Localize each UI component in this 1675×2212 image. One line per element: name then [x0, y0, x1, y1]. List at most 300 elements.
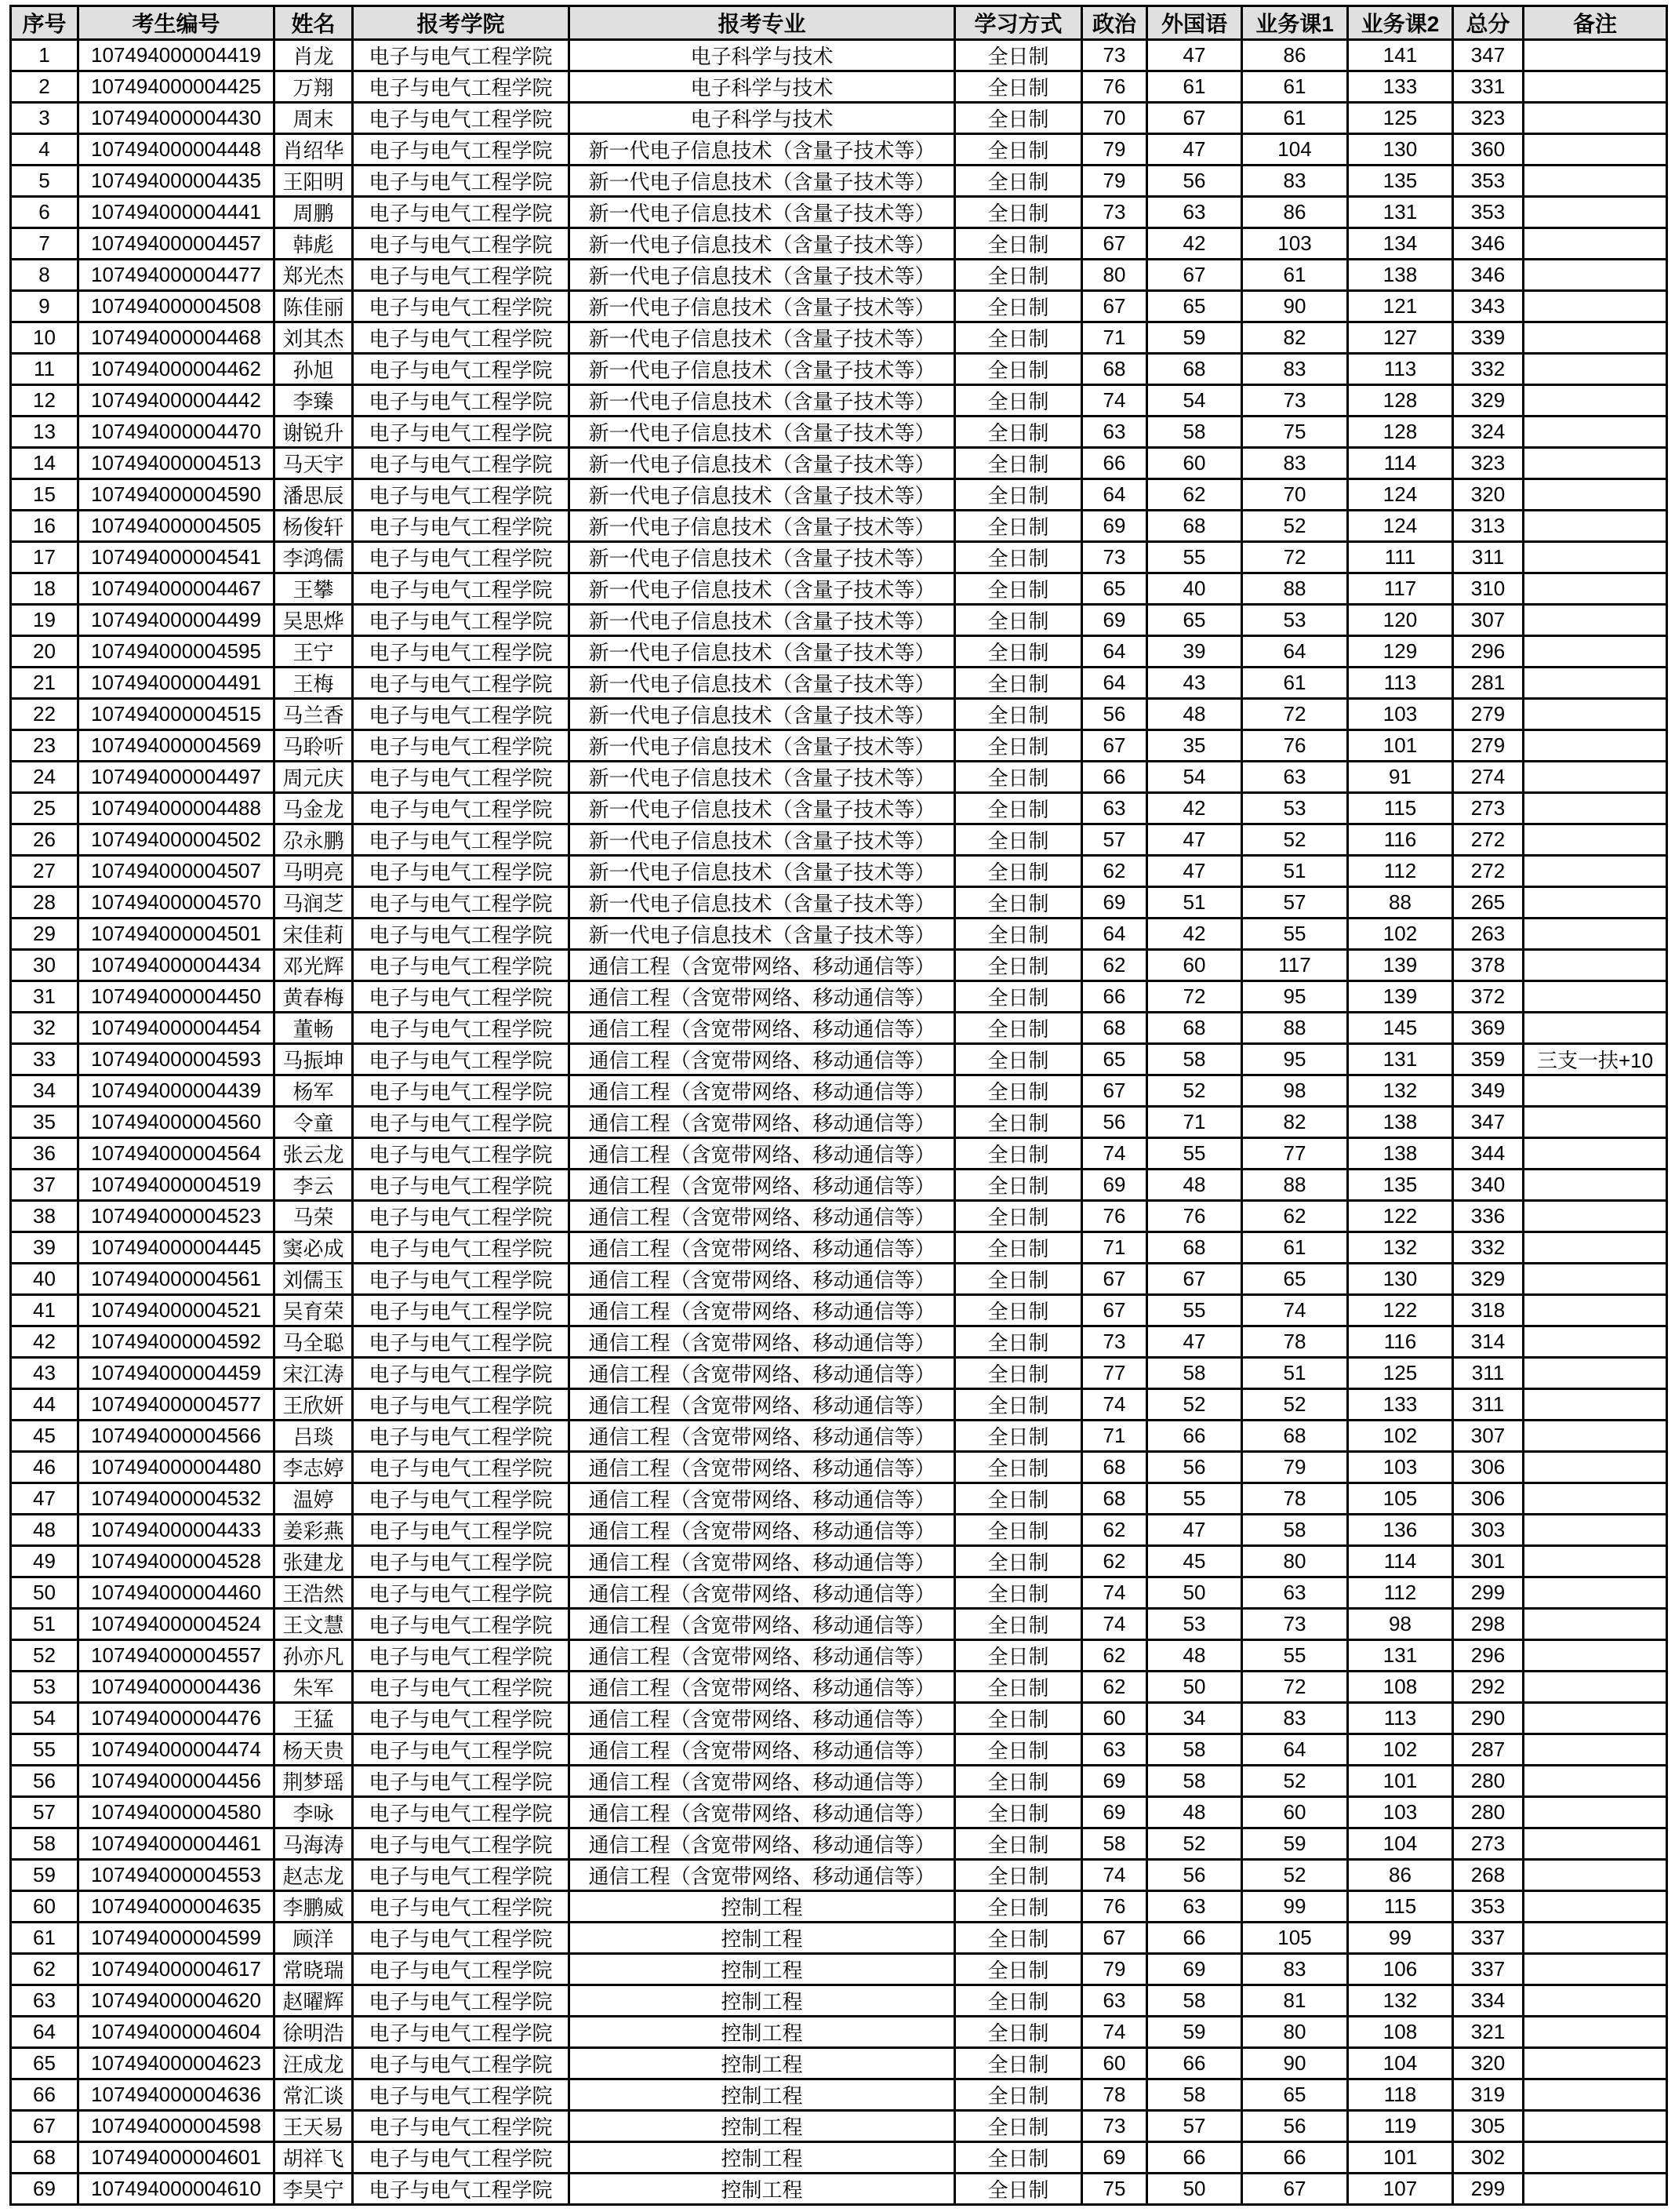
cell-study-mode: 全日制	[955, 1295, 1082, 1326]
cell-study-mode: 全日制	[955, 605, 1082, 636]
cell-college: 电子与电气工程学院	[353, 1703, 569, 1734]
cell-total-score: 279	[1453, 699, 1524, 730]
cell-course1-score: 57	[1242, 887, 1348, 919]
table-row	[11, 2048, 1667, 2079]
cell-course1-score: 52	[1242, 511, 1348, 542]
cell-candidate-id: 107494000004476	[78, 1703, 274, 1734]
cell-index: 58	[11, 1828, 78, 1860]
cell-candidate-id: 107494000004561	[78, 1264, 274, 1295]
table-row	[11, 103, 1667, 134]
cell-major: 新一代电子信息技术（含量子技术等）	[569, 417, 955, 448]
cell-name: 刘其杰	[274, 322, 353, 354]
cell-politics-score: 73	[1082, 40, 1147, 71]
cell-college: 电子与电气工程学院	[353, 1891, 569, 1923]
cell-college: 电子与电气工程学院	[353, 1577, 569, 1609]
cell-politics-score: 79	[1082, 1954, 1147, 1985]
cell-course2-score: 125	[1348, 103, 1453, 134]
cell-college: 电子与电气工程学院	[353, 1232, 569, 1264]
cell-major: 控制工程	[569, 2048, 955, 2079]
cell-course1-score: 75	[1242, 417, 1348, 448]
admission-score-table	[9, 5, 1668, 2206]
cell-course1-score: 86	[1242, 197, 1348, 228]
cell-course1-score: 95	[1242, 1044, 1348, 1075]
cell-study-mode: 全日制	[955, 228, 1082, 260]
cell-major: 通信工程（含宽带网络、移动通信等）	[569, 1201, 955, 1232]
cell-major: 新一代电子信息技术（含量子技术等）	[569, 856, 955, 887]
cell-politics-score: 67	[1082, 730, 1147, 762]
cell-course1-score: 53	[1242, 605, 1348, 636]
col-college: 报考学院	[353, 6, 569, 40]
cell-candidate-id: 107494000004445	[78, 1232, 274, 1264]
cell-index: 52	[11, 1640, 78, 1672]
table-row	[11, 1389, 1667, 1421]
cell-foreign-language-score: 54	[1147, 762, 1242, 793]
cell-study-mode: 全日制	[955, 1452, 1082, 1483]
cell-course1-score: 61	[1242, 103, 1348, 134]
cell-index: 26	[11, 824, 78, 856]
cell-remark	[1524, 166, 1667, 197]
cell-name: 姜彩燕	[274, 1515, 353, 1546]
cell-total-score: 347	[1453, 40, 1524, 71]
cell-candidate-id: 107494000004507	[78, 856, 274, 887]
cell-candidate-id: 107494000004470	[78, 417, 274, 448]
cell-index: 7	[11, 228, 78, 260]
cell-name: 宋佳莉	[274, 919, 353, 950]
table-row	[11, 856, 1667, 887]
cell-name: 邓光辉	[274, 950, 353, 981]
cell-course1-score: 64	[1242, 1734, 1348, 1766]
cell-index: 47	[11, 1483, 78, 1515]
cell-foreign-language-score: 42	[1147, 793, 1242, 824]
cell-remark	[1524, 1766, 1667, 1797]
cell-total-score: 360	[1453, 134, 1524, 166]
cell-politics-score: 73	[1082, 197, 1147, 228]
cell-name: 陈佳丽	[274, 291, 353, 322]
cell-candidate-id: 107494000004636	[78, 2079, 274, 2111]
cell-college: 电子与电气工程学院	[353, 605, 569, 636]
cell-course2-score: 135	[1348, 1170, 1453, 1201]
col-total-score: 总分	[1453, 6, 1524, 40]
cell-college: 电子与电气工程学院	[353, 1358, 569, 1389]
table-row	[11, 981, 1667, 1013]
cell-candidate-id: 107494000004513	[78, 448, 274, 479]
cell-study-mode: 全日制	[955, 2174, 1082, 2205]
cell-name: 温婷	[274, 1483, 353, 1515]
cell-total-score: 303	[1453, 1515, 1524, 1546]
cell-name: 万翔	[274, 71, 353, 103]
cell-college: 电子与电气工程学院	[353, 636, 569, 668]
cell-college: 电子与电气工程学院	[353, 40, 569, 71]
cell-major: 电子科学与技术	[569, 71, 955, 103]
cell-foreign-language-score: 67	[1147, 1264, 1242, 1295]
cell-course1-score: 63	[1242, 762, 1348, 793]
cell-study-mode: 全日制	[955, 1954, 1082, 1985]
cell-total-score: 306	[1453, 1452, 1524, 1483]
table-row	[11, 71, 1667, 103]
cell-politics-score: 74	[1082, 2017, 1147, 2048]
cell-index: 45	[11, 1421, 78, 1452]
cell-foreign-language-score: 42	[1147, 919, 1242, 950]
cell-remark	[1524, 385, 1667, 417]
cell-course2-score: 104	[1348, 1828, 1453, 1860]
cell-candidate-id: 107494000004599	[78, 1923, 274, 1954]
cell-college: 电子与电气工程学院	[353, 1546, 569, 1577]
table-row	[11, 1515, 1667, 1546]
cell-course2-score: 132	[1348, 1232, 1453, 1264]
table-row	[11, 1672, 1667, 1703]
cell-college: 电子与电气工程学院	[353, 448, 569, 479]
cell-course2-score: 113	[1348, 354, 1453, 385]
cell-total-score: 346	[1453, 260, 1524, 291]
cell-total-score: 319	[1453, 2079, 1524, 2111]
cell-foreign-language-score: 53	[1147, 1609, 1242, 1640]
cell-total-score: 287	[1453, 1734, 1524, 1766]
cell-course2-score: 134	[1348, 228, 1453, 260]
cell-candidate-id: 107494000004436	[78, 1672, 274, 1703]
cell-index: 31	[11, 981, 78, 1013]
cell-index: 30	[11, 950, 78, 981]
cell-course2-score: 99	[1348, 1923, 1453, 1954]
cell-total-score: 332	[1453, 354, 1524, 385]
cell-name: 黄春梅	[274, 981, 353, 1013]
cell-course1-score: 52	[1242, 1860, 1348, 1891]
cell-candidate-id: 107494000004501	[78, 919, 274, 950]
cell-course1-score: 52	[1242, 1766, 1348, 1797]
cell-name: 王梅	[274, 668, 353, 699]
cell-foreign-language-score: 34	[1147, 1703, 1242, 1734]
cell-politics-score: 67	[1082, 228, 1147, 260]
cell-name: 马天宇	[274, 448, 353, 479]
cell-study-mode: 全日制	[955, 1075, 1082, 1107]
cell-major: 控制工程	[569, 1985, 955, 2017]
cell-foreign-language-score: 47	[1147, 824, 1242, 856]
cell-major: 新一代电子信息技术（含量子技术等）	[569, 260, 955, 291]
cell-name: 马金龙	[274, 793, 353, 824]
cell-index: 48	[11, 1515, 78, 1546]
cell-college: 电子与电气工程学院	[353, 1295, 569, 1326]
cell-course2-score: 114	[1348, 448, 1453, 479]
cell-index: 59	[11, 1860, 78, 1891]
cell-candidate-id: 107494000004532	[78, 1483, 274, 1515]
cell-college: 电子与电气工程学院	[353, 1389, 569, 1421]
cell-index: 8	[11, 260, 78, 291]
cell-name: 肖龙	[274, 40, 353, 71]
cell-study-mode: 全日制	[955, 1891, 1082, 1923]
cell-total-score: 314	[1453, 1326, 1524, 1358]
cell-remark	[1524, 542, 1667, 573]
cell-politics-score: 79	[1082, 134, 1147, 166]
cell-politics-score: 67	[1082, 291, 1147, 322]
cell-course2-score: 86	[1348, 1860, 1453, 1891]
cell-name: 李臻	[274, 385, 353, 417]
cell-study-mode: 全日制	[955, 291, 1082, 322]
cell-foreign-language-score: 48	[1147, 1170, 1242, 1201]
cell-college: 电子与电气工程学院	[353, 385, 569, 417]
cell-study-mode: 全日制	[955, 1138, 1082, 1170]
table-row	[11, 166, 1667, 197]
cell-total-score: 307	[1453, 605, 1524, 636]
cell-candidate-id: 107494000004435	[78, 166, 274, 197]
cell-foreign-language-score: 42	[1147, 228, 1242, 260]
cell-college: 电子与电气工程学院	[353, 793, 569, 824]
cell-study-mode: 全日制	[955, 856, 1082, 887]
cell-course1-score: 72	[1242, 1672, 1348, 1703]
cell-foreign-language-score: 66	[1147, 1421, 1242, 1452]
cell-course2-score: 98	[1348, 1609, 1453, 1640]
cell-study-mode: 全日制	[955, 1577, 1082, 1609]
cell-course1-score: 83	[1242, 448, 1348, 479]
cell-politics-score: 73	[1082, 2111, 1147, 2142]
cell-name: 韩彪	[274, 228, 353, 260]
cell-foreign-language-score: 61	[1147, 71, 1242, 103]
cell-index: 29	[11, 919, 78, 950]
cell-total-score: 299	[1453, 1577, 1524, 1609]
cell-course1-score: 68	[1242, 1421, 1348, 1452]
cell-college: 电子与电气工程学院	[353, 1672, 569, 1703]
cell-course2-score: 138	[1348, 1138, 1453, 1170]
cell-total-score: 336	[1453, 1201, 1524, 1232]
cell-index: 11	[11, 354, 78, 385]
cell-foreign-language-score: 68	[1147, 1013, 1242, 1044]
cell-college: 电子与电气工程学院	[353, 573, 569, 605]
cell-study-mode: 全日制	[955, 1483, 1082, 1515]
cell-foreign-language-score: 62	[1147, 479, 1242, 511]
cell-major: 新一代电子信息技术（含量子技术等）	[569, 448, 955, 479]
cell-candidate-id: 107494000004441	[78, 197, 274, 228]
cell-major: 通信工程（含宽带网络、移动通信等）	[569, 950, 955, 981]
cell-course2-score: 130	[1348, 1264, 1453, 1295]
cell-course2-score: 131	[1348, 197, 1453, 228]
cell-course2-score: 102	[1348, 1734, 1453, 1766]
cell-candidate-id: 107494000004491	[78, 668, 274, 699]
table-header	[11, 6, 1667, 40]
cell-candidate-id: 107494000004569	[78, 730, 274, 762]
cell-remark	[1524, 793, 1667, 824]
cell-name: 周鹏	[274, 197, 353, 228]
cell-remark	[1524, 919, 1667, 950]
table-row	[11, 1295, 1667, 1326]
cell-politics-score: 63	[1082, 1985, 1147, 2017]
cell-candidate-id: 107494000004456	[78, 1766, 274, 1797]
cell-college: 电子与电气工程学院	[353, 1640, 569, 1672]
table-row	[11, 542, 1667, 573]
cell-remark	[1524, 856, 1667, 887]
cell-remark	[1524, 354, 1667, 385]
cell-total-score: 323	[1453, 103, 1524, 134]
cell-politics-score: 56	[1082, 699, 1147, 730]
cell-major: 新一代电子信息技术（含量子技术等）	[569, 197, 955, 228]
cell-foreign-language-score: 47	[1147, 134, 1242, 166]
cell-name: 孙亦凡	[274, 1640, 353, 1672]
cell-study-mode: 全日制	[955, 479, 1082, 511]
cell-foreign-language-score: 39	[1147, 636, 1242, 668]
cell-course1-score: 72	[1242, 699, 1348, 730]
cell-college: 电子与电气工程学院	[353, 1860, 569, 1891]
cell-course1-score: 88	[1242, 573, 1348, 605]
cell-total-score: 346	[1453, 228, 1524, 260]
cell-candidate-id: 107494000004457	[78, 228, 274, 260]
cell-course2-score: 132	[1348, 1985, 1453, 2017]
cell-politics-score: 70	[1082, 103, 1147, 134]
table-row	[11, 2111, 1667, 2142]
cell-remark	[1524, 197, 1667, 228]
table-row	[11, 573, 1667, 605]
cell-course1-score: 83	[1242, 1703, 1348, 1734]
cell-course1-score: 98	[1242, 1075, 1348, 1107]
cell-major: 通信工程（含宽带网络、移动通信等）	[569, 1672, 955, 1703]
cell-course2-score: 128	[1348, 385, 1453, 417]
cell-study-mode: 全日制	[955, 354, 1082, 385]
cell-politics-score: 62	[1082, 856, 1147, 887]
cell-college: 电子与电气工程学院	[353, 1075, 569, 1107]
cell-college: 电子与电气工程学院	[353, 1734, 569, 1766]
cell-remark	[1524, 1985, 1667, 2017]
cell-total-score: 329	[1453, 385, 1524, 417]
cell-remark	[1524, 40, 1667, 71]
cell-college: 电子与电气工程学院	[353, 479, 569, 511]
cell-course1-score: 66	[1242, 2142, 1348, 2174]
cell-major: 新一代电子信息技术（含量子技术等）	[569, 887, 955, 919]
cell-foreign-language-score: 48	[1147, 1640, 1242, 1672]
cell-foreign-language-score: 59	[1147, 322, 1242, 354]
cell-index: 2	[11, 71, 78, 103]
cell-major: 新一代电子信息技术（含量子技术等）	[569, 322, 955, 354]
cell-study-mode: 全日制	[955, 260, 1082, 291]
cell-politics-score: 63	[1082, 417, 1147, 448]
cell-candidate-id: 107494000004528	[78, 1546, 274, 1577]
cell-candidate-id: 107494000004620	[78, 1985, 274, 2017]
cell-course2-score: 115	[1348, 793, 1453, 824]
cell-index: 9	[11, 291, 78, 322]
cell-major: 新一代电子信息技术（含量子技术等）	[569, 354, 955, 385]
cell-study-mode: 全日制	[955, 1985, 1082, 2017]
cell-candidate-id: 107494000004460	[78, 1577, 274, 1609]
cell-index: 37	[11, 1170, 78, 1201]
cell-study-mode: 全日制	[955, 2079, 1082, 2111]
cell-politics-score: 74	[1082, 385, 1147, 417]
cell-major: 新一代电子信息技术（含量子技术等）	[569, 134, 955, 166]
cell-politics-score: 62	[1082, 1515, 1147, 1546]
cell-study-mode: 全日制	[955, 1264, 1082, 1295]
cell-name: 董畅	[274, 1013, 353, 1044]
cell-college: 电子与电气工程学院	[353, 1797, 569, 1828]
cell-course1-score: 61	[1242, 71, 1348, 103]
cell-total-score: 344	[1453, 1138, 1524, 1170]
cell-course1-score: 99	[1242, 1891, 1348, 1923]
cell-major: 通信工程（含宽带网络、移动通信等）	[569, 1107, 955, 1138]
cell-course2-score: 124	[1348, 511, 1453, 542]
cell-course2-score: 103	[1348, 1797, 1453, 1828]
table-row	[11, 1860, 1667, 1891]
cell-total-score: 280	[1453, 1766, 1524, 1797]
cell-course2-score: 88	[1348, 887, 1453, 919]
cell-major: 新一代电子信息技术（含量子技术等）	[569, 699, 955, 730]
cell-course1-score: 63	[1242, 1577, 1348, 1609]
cell-study-mode: 全日制	[955, 762, 1082, 793]
table-row	[11, 1577, 1667, 1609]
cell-total-score: 324	[1453, 417, 1524, 448]
table-row	[11, 228, 1667, 260]
cell-remark	[1524, 1515, 1667, 1546]
cell-name: 李鸿儒	[274, 542, 353, 573]
cell-index: 40	[11, 1264, 78, 1295]
cell-major: 通信工程（含宽带网络、移动通信等）	[569, 1264, 955, 1295]
cell-politics-score: 63	[1082, 793, 1147, 824]
cell-course1-score: 103	[1242, 228, 1348, 260]
cell-foreign-language-score: 47	[1147, 1326, 1242, 1358]
cell-course2-score: 129	[1348, 636, 1453, 668]
cell-total-score: 280	[1453, 1797, 1524, 1828]
cell-study-mode: 全日制	[955, 887, 1082, 919]
cell-major: 通信工程（含宽带网络、移动通信等）	[569, 1295, 955, 1326]
cell-name: 窦必成	[274, 1232, 353, 1264]
cell-total-score: 378	[1453, 950, 1524, 981]
cell-name: 王攀	[274, 573, 353, 605]
table-row	[11, 1044, 1667, 1075]
cell-course2-score: 132	[1348, 1075, 1453, 1107]
cell-foreign-language-score: 45	[1147, 1546, 1242, 1577]
cell-name: 汪成龙	[274, 2048, 353, 2079]
cell-course1-score: 65	[1242, 1264, 1348, 1295]
cell-foreign-language-score: 58	[1147, 1358, 1242, 1389]
cell-remark	[1524, 1107, 1667, 1138]
cell-index: 16	[11, 511, 78, 542]
cell-politics-score: 67	[1082, 1923, 1147, 1954]
cell-index: 27	[11, 856, 78, 887]
cell-index: 51	[11, 1609, 78, 1640]
cell-candidate-id: 107494000004497	[78, 762, 274, 793]
cell-major: 通信工程（含宽带网络、移动通信等）	[569, 1515, 955, 1546]
table-body	[11, 40, 1667, 2205]
cell-remark	[1524, 636, 1667, 668]
cell-course1-score: 51	[1242, 856, 1348, 887]
cell-course2-score: 130	[1348, 134, 1453, 166]
cell-course2-score: 138	[1348, 1107, 1453, 1138]
cell-course1-score: 117	[1242, 950, 1348, 981]
cell-major: 通信工程（含宽带网络、移动通信等）	[569, 1075, 955, 1107]
cell-remark	[1524, 981, 1667, 1013]
cell-index: 69	[11, 2174, 78, 2205]
cell-college: 电子与电气工程学院	[353, 103, 569, 134]
cell-candidate-id: 107494000004566	[78, 1421, 274, 1452]
cell-major: 新一代电子信息技术（含量子技术等）	[569, 730, 955, 762]
cell-name: 李咏	[274, 1797, 353, 1828]
cell-course2-score: 122	[1348, 1295, 1453, 1326]
cell-politics-score: 67	[1082, 1264, 1147, 1295]
table-row	[11, 1985, 1667, 2017]
cell-total-score: 305	[1453, 2111, 1524, 2142]
cell-study-mode: 全日制	[955, 134, 1082, 166]
cell-course1-score: 62	[1242, 1201, 1348, 1232]
table-row	[11, 919, 1667, 950]
cell-index: 14	[11, 448, 78, 479]
cell-politics-score: 66	[1082, 448, 1147, 479]
cell-name: 令童	[274, 1107, 353, 1138]
cell-name: 王阳明	[274, 166, 353, 197]
cell-total-score: 349	[1453, 1075, 1524, 1107]
cell-course2-score: 112	[1348, 856, 1453, 887]
cell-study-mode: 全日制	[955, 103, 1082, 134]
cell-remark	[1524, 479, 1667, 511]
cell-major: 新一代电子信息技术（含量子技术等）	[569, 793, 955, 824]
cell-politics-score: 58	[1082, 1828, 1147, 1860]
cell-course2-score: 103	[1348, 699, 1453, 730]
cell-politics-score: 60	[1082, 2048, 1147, 2079]
cell-study-mode: 全日制	[955, 166, 1082, 197]
cell-course1-score: 95	[1242, 981, 1348, 1013]
cell-remark	[1524, 668, 1667, 699]
cell-remark	[1524, 134, 1667, 166]
